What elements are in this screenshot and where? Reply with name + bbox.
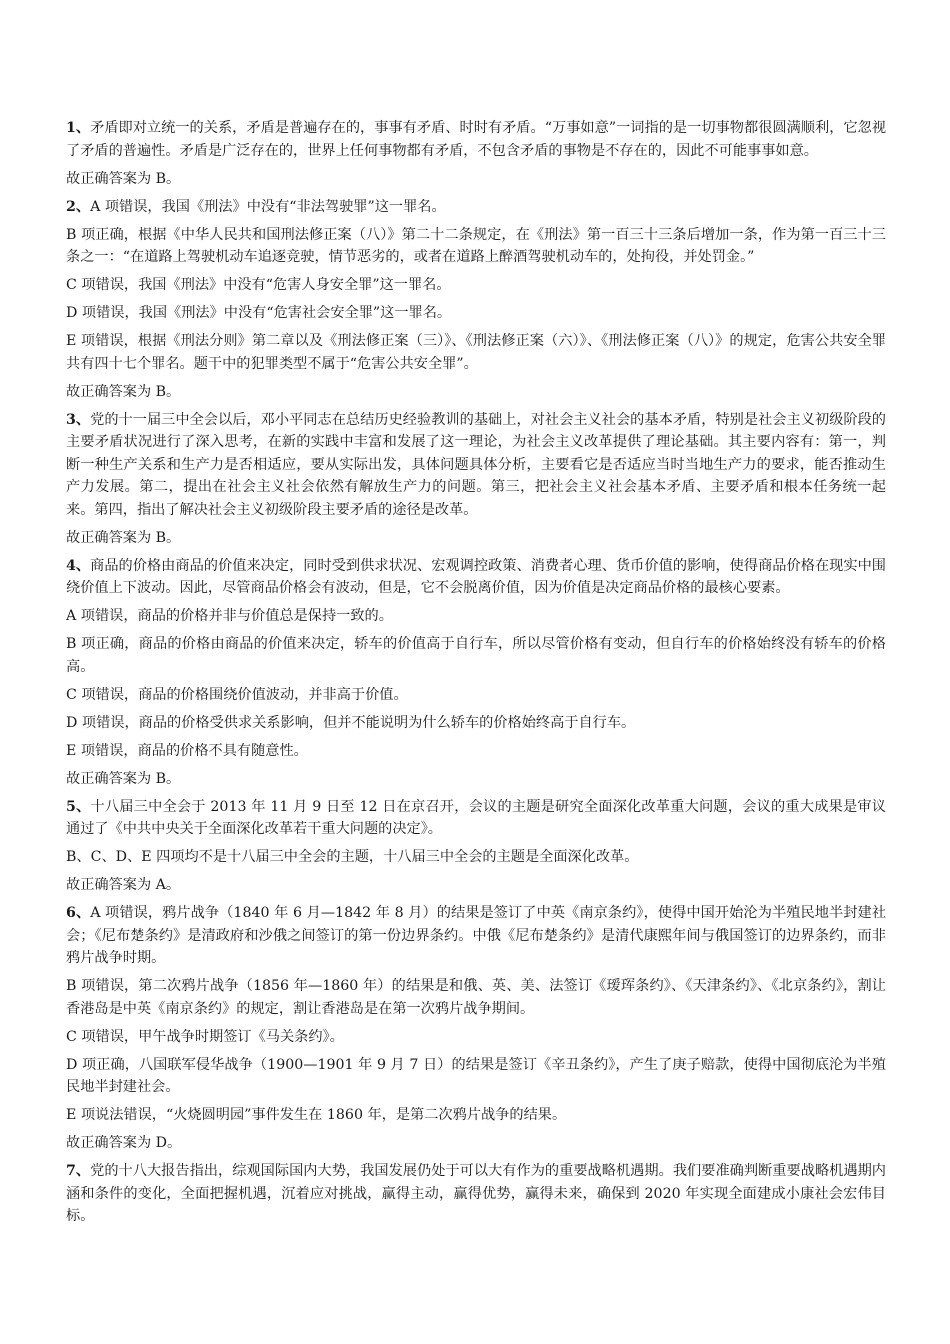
- explanation-paragraph: [66, 846, 886, 869]
- answer-line: [66, 768, 886, 791]
- paragraph-text: A 项错误，商品的价格并非与价值总是保持一致的。: [66, 608, 393, 624]
- paragraph-text: A 项错误，鸦片战争（1840 年 6 月—1842 年 8 月）的结果是签订了中英《南京条约》，使得中国开始沦为半殖民地半封建社会；《尼布楚条约》是清政府和沙俄之间签订的第一份边界条约。中俄《尼布楚条约》是清代康熙年间与俄国签订的边界条约，而非鸦片战争时期。: [66, 905, 887, 966]
- paragraph-text: E 项说法错误，“火烧圆明园”事件发生在 1860 年，是第二次鸦片战争的结果。: [66, 1107, 567, 1123]
- paragraph-text: 故正确答案为 B。: [66, 170, 181, 187]
- explanation-paragraph: [66, 796, 886, 841]
- paragraph-text: 党的十八大报告指出，综观国际国内大势，我国发展仍处于可以大有作为的重要战略机遇期。我们要准确判断重要战略机遇期内涵和条件的变化，全面把握机遇，沉着应对挑战，赢得主动，赢得优势，赢得未来，确保到 2020 年实现全面建成小康社会宏伟目标。: [66, 1163, 886, 1224]
- paragraph-text: C 项错误，商品的价格围绕价值波动，并非高于价值。: [66, 686, 408, 703]
- paragraph-text: 故正确答案为 B。: [66, 383, 181, 400]
- question-explanation: [66, 796, 886, 897]
- paragraph-text: B 项错误，第二次鸦片战争（1856 年—1860 年）的结果是和俄、英、美、法签订《瑷珲条约》、《天津条约》、《北京条约》，割让香港岛是中英《南京条约》的规定，割让香港岛是在第一次鸦片战争期间。: [66, 978, 886, 1017]
- question-number: 2、: [66, 198, 91, 215]
- question-number: 3、: [66, 411, 91, 428]
- explanation-paragraph: [66, 1160, 886, 1228]
- question-explanation: [66, 196, 886, 404]
- answer-line: [66, 168, 886, 191]
- answer-line: [66, 874, 886, 897]
- paragraph-text: D 项正确，八国联军侵华战争（1900—1901 年 9 月 7 日）的结果是签订《辛丑条约》，产生了庚子赔款，使得中国彻底沦为半殖民地半封建社会。: [66, 1056, 886, 1095]
- question-explanation: [66, 409, 886, 550]
- answer-line: [66, 1132, 886, 1155]
- paragraph-text: D 项错误，商品的价格受供求关系影响，但并不能说明为什么轿车的价格始终高于自行车。: [66, 714, 636, 731]
- explanation-paragraph: [66, 302, 886, 325]
- paragraph-text: D 项错误，我国《刑法》中没有“危害社会安全罪”这一罪名。: [66, 305, 452, 321]
- paragraph-text: B、C、D、E 四项均不是十八届三中全会的主题，十八届三中全会的主题是全面深化改革。: [66, 849, 639, 865]
- paragraph-text: E 项错误，商品的价格不具有随意性。: [66, 742, 308, 759]
- explanation-paragraph: [66, 409, 886, 522]
- paragraph-text: E 项错误，根据《刑法分则》第二章以及《刑法修正案（三）》、《刑法修正案（六）》、《刑法修正案（八）》的规定，危害公共安全罪共有四十七个罪名。题干中的犯罪类型不属于“危害公共安全罪”。: [66, 333, 886, 372]
- explanation-paragraph: [66, 274, 886, 297]
- explanation-paragraph: [66, 555, 886, 600]
- paragraph-text: 故正确答案为 B。: [66, 770, 181, 787]
- explanation-paragraph: [66, 1054, 886, 1099]
- explanation-paragraph: [66, 684, 886, 707]
- paragraph-text: 故正确答案为 D。: [66, 1135, 182, 1151]
- paragraph-text: B 项正确，根据《中华人民共和国刑法修正案（八）》第二十二条规定，在《刑法》第一百三十三条后增加一条，作为第一百三十三条之一：“在道路上驾驶机动车追逐竞驶，情节恶劣的，或者在道路上醉酒驾驶机动车的，处拘役，并处罚金。”: [66, 226, 886, 265]
- question-explanation: [66, 555, 886, 791]
- question-number: 4、: [66, 557, 91, 574]
- explanation-paragraph: [66, 633, 886, 678]
- paragraph-text: B 项正确，商品的价格由商品的价值来决定，轿车的价值高于自行车，所以尽管价格有变动，但自行车的价格始终没有轿车的价格高。: [66, 636, 886, 675]
- explanation-paragraph: [66, 1026, 886, 1049]
- paragraph-text: A 项错误，我国《刑法》中没有“非法驾驶罪”这一罪名。: [90, 198, 446, 215]
- explanation-paragraph: [66, 740, 886, 763]
- explanation-paragraph: [66, 605, 886, 628]
- paragraph-text: C 项错误，我国《刑法》中没有“危害人身安全罪”这一罪名。: [66, 277, 451, 293]
- paragraph-text: 商品的价格由商品的价值来决定，同时受到供求状况、宏观调控政策、消费者心理、货币价值的影响，使得商品价格在现实中围绕价值上下波动。因此，尽管商品价格会有波动，但是，它不会脱离价值，因为价值是决定商品价格的最核心要素。: [66, 557, 886, 596]
- question-number: 1、: [66, 120, 91, 136]
- answer-line: [66, 527, 886, 550]
- question-explanation: [66, 902, 886, 1155]
- explanation-paragraph: [66, 975, 886, 1020]
- question-explanation: [66, 117, 886, 190]
- answer-explanations: [66, 117, 886, 1233]
- paragraph-text: 故正确答案为 A。: [66, 877, 181, 893]
- explanation-paragraph: [66, 330, 886, 375]
- explanation-paragraph: [66, 902, 886, 970]
- question-number: 6、: [66, 905, 91, 921]
- question-number: 5、: [66, 798, 91, 815]
- paragraph-text: 党的十一届三中全会以后，邓小平同志在总结历史经验教训的基础上，对社会主义社会的基本矛盾，特别是社会主义初级阶段的主要矛盾状况进行了深入思考，在新的实践中丰富和发展了这一理论，为社会主义改革提供了理论基础。其主要内容有：第一，判断一种生产关系和生产力是否相适应，要从实际出发，具体问题具体分析，主要看它是否适应当时当地生产力的要求，能否推动生产力发展。第二，提出在社会主义社会依然有解放生产力的问题。第三，把社会主义社会基本矛盾、主要矛盾和根本任务统一起来。第四，指出了解决社会主义初级阶段主要矛盾的途径是改革。: [66, 411, 886, 518]
- explanation-paragraph: [66, 1104, 886, 1127]
- explanation-paragraph: [66, 117, 886, 162]
- explanation-paragraph: [66, 712, 886, 735]
- answer-line: [66, 381, 886, 404]
- question-number: 7、: [66, 1163, 91, 1179]
- question-explanation: [66, 1160, 886, 1228]
- explanation-paragraph: [66, 224, 886, 269]
- paragraph-text: 矛盾即对立统一的关系，矛盾是普遍存在的，事事有矛盾、时时有矛盾。“万事如意”一词指的是一切事物都很圆满顺利，它忽视了矛盾的普遍性。矛盾是广泛存在的，世界上任何事物都有矛盾，不包含矛盾的事物是不存在的，因此不可能事事如意。: [66, 120, 887, 159]
- paragraph-text: C 项错误，甲午战争时期签订《马关条约》。: [66, 1028, 344, 1045]
- paragraph-text: 故正确答案为 B。: [66, 529, 181, 546]
- explanation-paragraph: [66, 196, 886, 219]
- paragraph-text: 十八届三中全会于 2013 年 11 月 9 日至 12 日在京召开，会议的主题是研究全面深化改革重大问题，会议的重大成果是审议通过了《中共中央关于全面深化改革若干重大问题的决定》。: [66, 798, 886, 837]
